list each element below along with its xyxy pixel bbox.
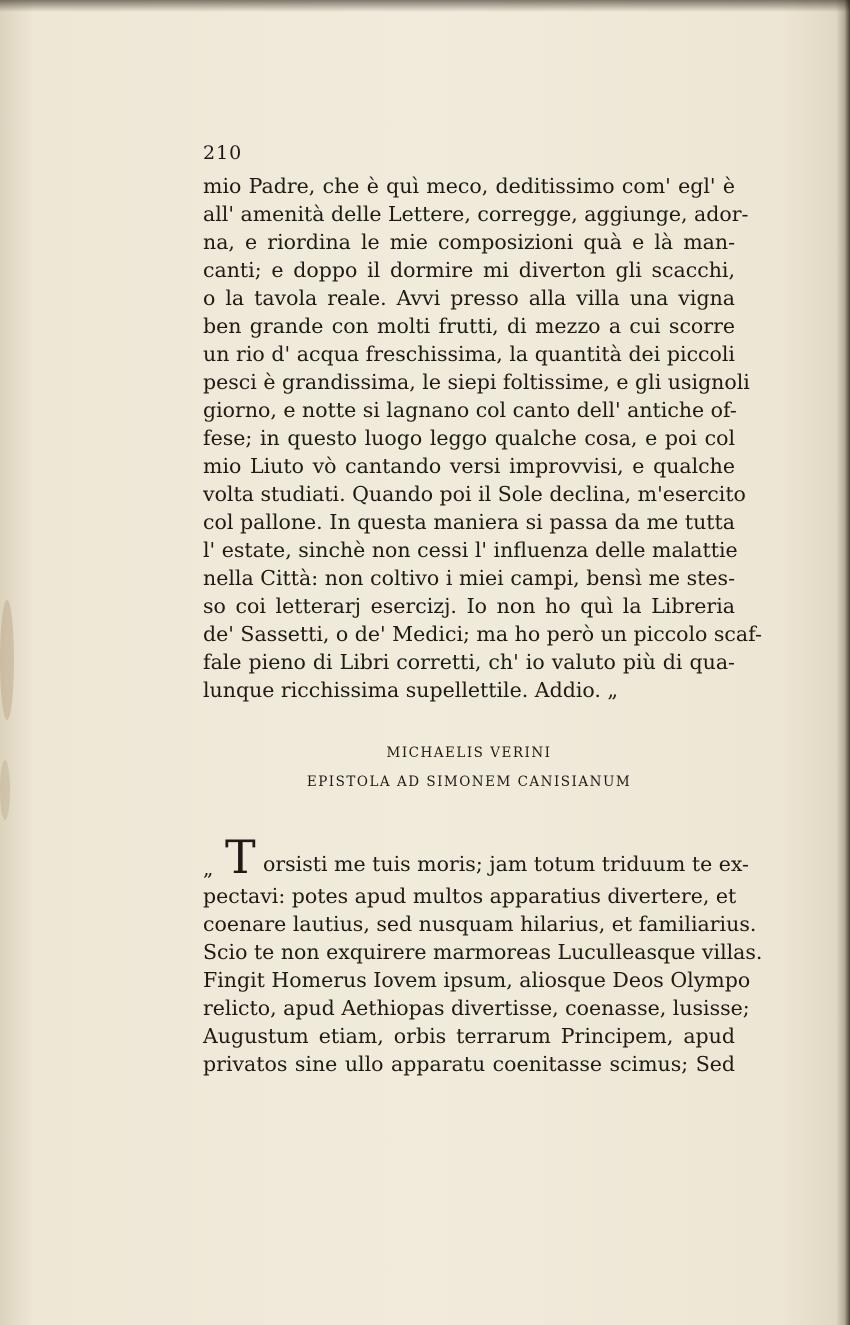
text-line: mio Padre, che è quì meco, deditissimo com' egl' è bbox=[203, 174, 735, 198]
text-line: nella Città: non coltivo i miei campi, bensì me stes- bbox=[203, 566, 735, 590]
text-line: Augustum etiam, orbis terrarum Principem, apud bbox=[203, 1024, 735, 1048]
text-line: ben grande con molti frutti, di mezzo a cui scorre bbox=[203, 314, 735, 338]
paper-stain bbox=[0, 600, 14, 720]
text-line: volta studiati. Quando poi il Sole declina, m'esercito bbox=[203, 482, 746, 506]
text-line: pectavi: potes apud multos apparatius divertere, et bbox=[203, 884, 737, 908]
text-line: fale pieno di Libri corretti, ch' io valuto più di qua- bbox=[203, 650, 735, 674]
opening-quote: „ bbox=[203, 856, 214, 880]
text-line: fese; in questo luogo leggo qualche cosa, e poi col bbox=[203, 426, 735, 450]
text-line: mio Liuto vò cantando versi improvvisi, e qualche bbox=[203, 454, 735, 478]
text-line: un rio d' acqua freschissima, la quantità dei piccoli bbox=[203, 342, 735, 366]
paper-stain bbox=[0, 760, 10, 820]
latin-first-line bbox=[203, 830, 749, 884]
text-line: pesci è grandissima, le siepi foltissime, e gli usignoli bbox=[203, 370, 750, 394]
page-number: 210 bbox=[203, 142, 243, 164]
text-line: all' amenità delle Lettere, corregge, aggiunge, ador- bbox=[203, 202, 749, 226]
text-line: col pallone. In questa maniera si passa da me tutta bbox=[203, 510, 735, 534]
text-line: Scio te non exquirere marmoreas Luculleasque villas. bbox=[203, 940, 763, 964]
text-line: giorno, e notte si lagnano col canto dell' antiche of- bbox=[203, 398, 737, 422]
section-title-heading: EPISTOLA AD SIMONEM CANISIANUM bbox=[306, 774, 632, 790]
text-line: de' Sassetti, o de' Medici; ma ho però un piccolo scaf- bbox=[203, 622, 762, 646]
text-line: na, e riordina le mie composizioni quà e là man- bbox=[203, 230, 735, 254]
page-right-edge bbox=[836, 0, 850, 1325]
text-line: canti; e doppo il dormire mi diverton gli scacchi, bbox=[203, 258, 735, 282]
page-top-shadow bbox=[0, 0, 850, 12]
text-line: relicto, apud Aethiopas divertisse, coenasse, lusisse; bbox=[203, 996, 750, 1020]
text-line: lunque ricchissima supellettile. Addio. „ bbox=[203, 678, 619, 702]
text-line: Fingit Homerus Iovem ipsum, aliosque Deos Olympo bbox=[203, 968, 751, 992]
text-line: orsisti me tuis moris; jam totum triduum te ex- bbox=[263, 852, 749, 876]
drop-cap: T bbox=[225, 830, 256, 884]
text-line: privatos sine ullo apparatu coenitasse scimus; Sed bbox=[203, 1052, 735, 1076]
text-line: l' estate, sinchè non cessi l' influenza delle malattie bbox=[203, 538, 738, 562]
text-line: coenare lautius, sed nusquam hilarius, et familiarius. bbox=[203, 912, 757, 936]
text-line: o la tavola reale. Avvi presso alla villa una vigna bbox=[203, 286, 735, 310]
text-line: so coi letterarj esercizj. Io non ho quì la Libreria bbox=[203, 594, 735, 618]
section-author-heading: MICHAELIS VERINI bbox=[386, 745, 552, 761]
